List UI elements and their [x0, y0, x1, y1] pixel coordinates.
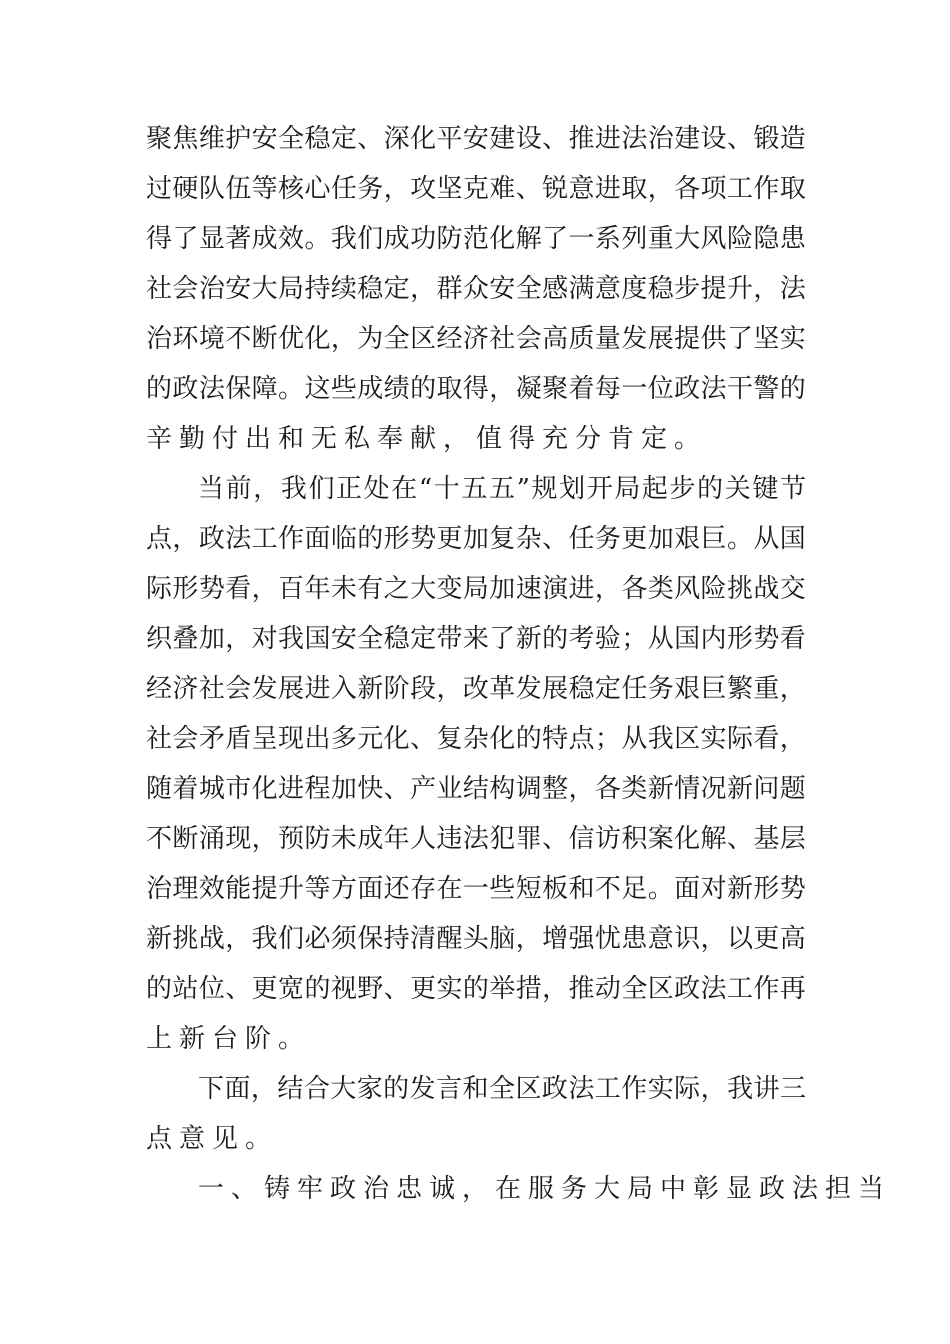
text-line: 下 面 ， 结 合 大 家 的 发 言 和 全 区 政 法 工 作 实 际 ， 我 讲 三	[198, 1074, 806, 1104]
text-line: 上新台阶。	[146, 1024, 312, 1054]
text-line: 辛勤付出和无私奉献，值得充分肯定。	[146, 424, 708, 454]
document-body	[146, 114, 892, 1214]
paragraph-2	[146, 464, 806, 1064]
text-line: 随 着 城 市 化 进 程 加 快 、 产 业 结 构 调 整 ， 各 类 新 情 况 新 问 题	[146, 774, 806, 804]
text-line: 不 断 涌 现 ， 预 防 未 成 年 人 违 法 犯 罪 、 信 访 积 案 化 解 、 基 层	[146, 824, 806, 854]
text-line: 新 挑 战 ， 我 们 必 须 保 持 清 醒 头 脑 ， 增 强 忧 患 意 识 ， 以 更 高	[146, 924, 806, 954]
section-heading	[146, 1164, 892, 1214]
text-line: 当 前 ， 我 们 正 处 在 “ 十 五 五 ” 规 划 开 局 起 步 的 关 键 节	[198, 474, 806, 504]
text-line: 治 环 境 不 断 优 化 ， 为 全 区 经 济 社 会 高 质 量 发 展 提 供 了 坚 实	[146, 324, 806, 354]
text-line: 织 叠 加 ， 对 我 国 安 全 稳 定 带 来 了 新 的 考 验 ； 从 国 内 形 势 看	[146, 624, 806, 654]
text-line: 社 会 矛 盾 呈 现 出 多 元 化 、 复 杂 化 的 特 点 ； 从 我 区 实 际 看 ，	[146, 724, 806, 754]
text-line: 社 会 治 安 大 局 持 续 稳 定 ， 群 众 安 全 感 满 意 度 稳 步 提 升 ， 法	[146, 274, 806, 304]
text-line: 点意见。	[146, 1124, 279, 1154]
text-line: 得 了 显 著 成 效 。 我 们 成 功 防 范 化 解 了 一 系 列 重 大 风 险 隐 患	[146, 224, 806, 254]
text-line: 过 硬 队 伍 等 核 心 任 务 ， 攻 坚 克 难 、 锐 意 进 取 ， 各 项 工 作 取	[146, 174, 806, 204]
paragraph-1	[146, 114, 806, 464]
text-line: 的 站 位 、 更 宽 的 视 野 、 更 实 的 举 措 ， 推 动 全 区 政 法 工 作 再	[146, 974, 806, 1004]
text-line: 际 形 势 看 ， 百 年 未 有 之 大 变 局 加 速 演 进 ， 各 类 风 险 挑 战 交	[146, 574, 806, 604]
heading-line: 一、铸牢政治忠诚，在服务大局中彰显政法担当	[198, 1174, 892, 1204]
text-line: 点 ， 政 法 工 作 面 临 的 形 势 更 加 复 杂 、 任 务 更 加 艰 巨 。 从 国	[146, 524, 806, 554]
text-line: 经 济 社 会 发 展 进 入 新 阶 段 ， 改 革 发 展 稳 定 任 务 艰 巨 繁 重 ，	[146, 674, 806, 704]
text-line: 聚 焦 维 护 安 全 稳 定 、 深 化 平 安 建 设 、 推 进 法 治 建 设 、 锻 造	[146, 124, 806, 154]
text-line: 治 理 效 能 提 升 等 方 面 还 存 在 一 些 短 板 和 不 足 。 面 对 新 形 势	[146, 874, 806, 904]
paragraph-3	[146, 1064, 806, 1164]
text-line: 的 政 法 保 障 。 这 些 成 绩 的 取 得 ， 凝 聚 着 每 一 位 政 法 干 警 的	[146, 374, 806, 404]
